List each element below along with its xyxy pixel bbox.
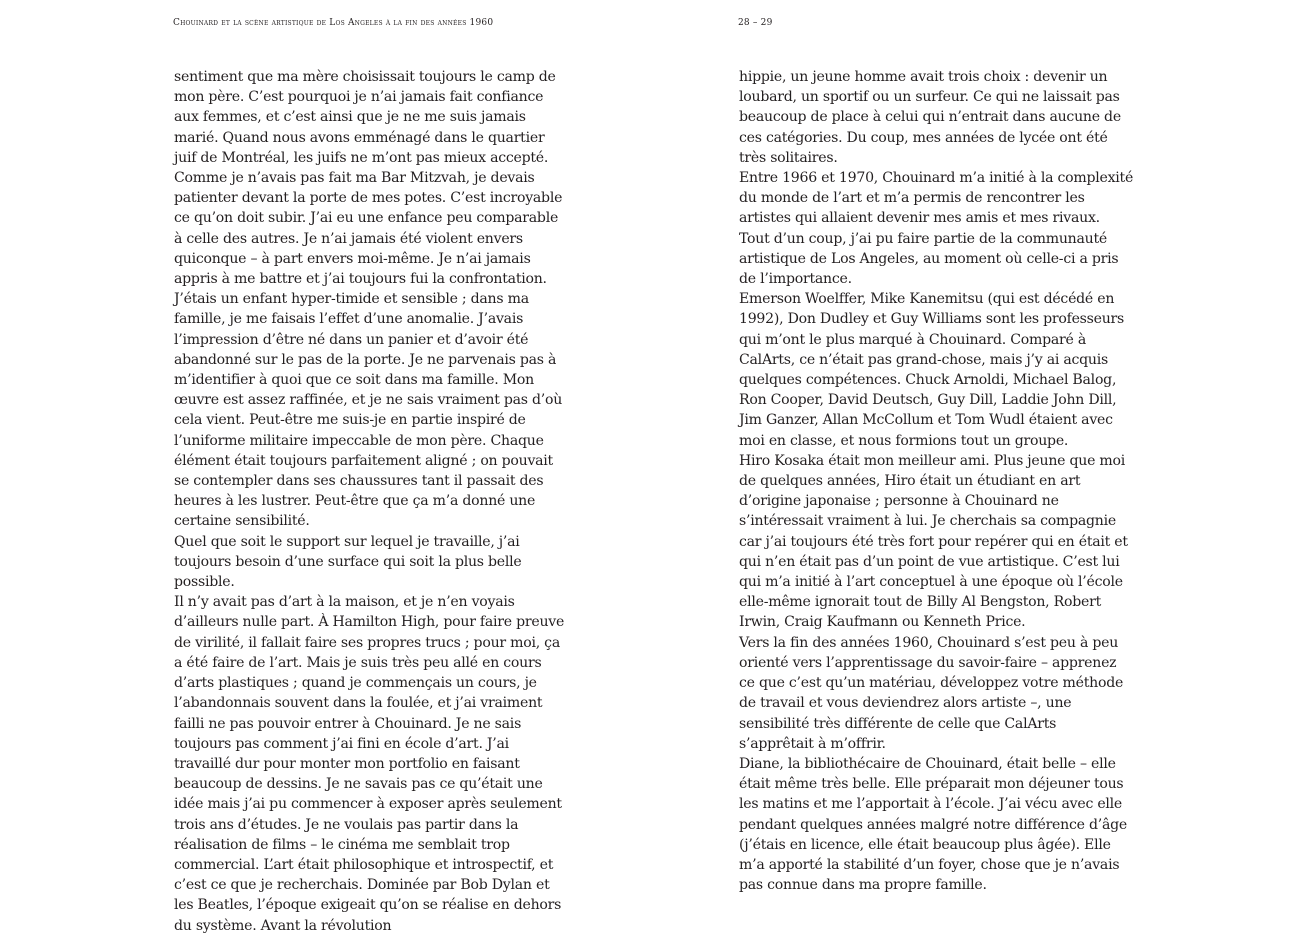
- page-numbers: 28 – 29: [738, 18, 773, 28]
- paragraph: hippie, un jeune homme avait trois choix : devenir un loubard, un sportif ou un surfeur. Ce qui ne laissait pas beaucoup de place à celui qui n’entrait dans aucune de ces catégories. Du coup, mes années de lycée ont été très solitaires.: [739, 69, 1121, 166]
- running-head-title: Chouinard et la scène artistique de Los Angeles à la fin des années 1960: [173, 18, 494, 28]
- right-text-column: [739, 67, 1134, 895]
- paragraph: Vers la fin des années 1960, Chouinard s’est peu à peu orienté vers l’apprentissage du savoir-faire – apprenez ce que c’est qu’un matériau, développez votre méthode de travail et vous deviendrez alors artiste –, une sensibilité très différente de celle que CalArts s’apprêtait à m’offrir.: [739, 634, 1124, 752]
- paragraph: Il n’y avait pas d’art à la maison, et je n’en voyais d’ailleurs nulle part. À Hamilton High, pour faire preuve de virilité, il fallait faire ses propres trucs ; pour moi, ça a été faire de l’art. Mais je suis très peu allé en cours d’arts plastiques ; quand je commençais un cours, je l’abandonnais souvent dans la foulée, et j’ai vraiment failli ne pas pouvoir entrer à Chouinard. Je ne sais toujours pas comment j’ai fini en école d’art. J’ai travaillé dur pour monter mon portfolio en faisant beaucoup de dessins. Je ne savais pas ce qu’était une idée mais j’ai pu commencer à exposer après seulement trois ans d’études. Je ne voulais pas partir dans la réalisation de films – le cinéma me semblait trop commercial. L’art était philosophique et introspectif, et c’est ce que je recherchais. Dominée par Bob Dylan et les Beatles, l’époque exigeait qu’on se réalise en dehors du système. Avant la révolution: [174, 594, 565, 934]
- paragraph: Hiro Kosaka était mon meilleur ami. Plus jeune que moi de quelques années, Hiro était un étudiant en art d’origine japonaise ; personne à Chouinard ne s’intéressait vraiment à lui. Je cherchais sa compagnie car j’ai toujours été très fort pour repérer qui en était et qui n’en était pas d’un point de vue artistique. C’est lui qui m’a initié à l’art conceptuel à une époque où l’école elle-même ignorait tout de Billy Al Bengston, Robert Irwin, Craig Kaufmann ou Kenneth Price.: [739, 452, 1128, 631]
- paragraph: sentiment que ma mère choisissait toujours le camp de mon père. C’est pourquoi je n’ai jamais fait confiance aux femmes, et c’est ainsi que je ne me suis jamais marié. Quand nous avons emménagé dans le quartier juif de Montréal, les juifs ne m’ont pas mieux accepté. Comme je n’avais pas fait ma Bar Mitzvah, je devais patienter devant la porte de mes potes. C’est incroyable ce qu’on doit subir. J’ai eu une enfance peu comparable à celle des autres. Je n’ai jamais été violent envers quiconque – à part envers moi-même. Je n’ai jamais appris à me battre et j’ai toujours fui la confrontation. J’étais un enfant hyper-timide et sensible ; dans ma famille, je me faisais l’effet d’une anomalie. J’avais l’impression d’être né dans un panier et d’avoir été abandonné sur le pas de la porte. Je ne parvenais pas à m’identifier à quoi que ce soit dans ma famille. Mon œuvre est assez raffinée, et je ne sais vraiment pas d’où cela vient. Peut-être me suis-je en partie inspiré de l’uniforme militaire impeccable de mon père. Chaque élément était toujours parfaitement aligné ; on pouvait se contempler dans ses chaussures tant il passait des heures à les lustrer. Peut-être que ça m’a donné une certaine sensibilité.: [174, 69, 563, 530]
- paragraph: Entre 1966 et 1970, Chouinard m’a initié à la complexité du monde de l’art et m’a permis de rencontrer les artistes qui allaient devenir mes amis et mes rivaux. Tout d’un coup, j’ai pu faire partie de la communauté artistique de Los Angeles, au moment où celle-ci a pris de l’importance.: [739, 170, 1134, 288]
- paragraph: Quel que soit le support sur lequel je travaille, j’ai toujours besoin d’une surface qui soit la plus belle possible.: [174, 533, 522, 591]
- paragraph: Diane, la bibliothécaire de Chouinard, était belle – elle était même très belle. Elle préparait mon déjeuner tous les matins et me l’apportait à l’école. J’ai vécu avec elle pendant quelques années malgré notre différence d’âge (j’étais en licence, elle était beaucoup plus âgée). Elle m’a apporté la stabilité d’un foyer, chose que je n’avais pas connue dans ma propre famille.: [739, 755, 1127, 894]
- left-text-column: [174, 67, 569, 936]
- paragraph: Emerson Woelffer, Mike Kanemitsu (qui est décédé en 1992), Don Dudley et Guy Williams sont les professeurs qui m’ont le plus marqué à Chouinard. Comparé à CalArts, ce n’était pas grand-chose, mais j’y ai acquis quelques compétences. Chuck Arnoldi, Michael Balog, Ron Cooper, David Deutsch, Guy Dill, Laddie John Dill, Jim Ganzer, Allan McCollum et Tom Wudl étaient avec moi en classe, et nous formions tout un groupe.: [739, 291, 1125, 449]
